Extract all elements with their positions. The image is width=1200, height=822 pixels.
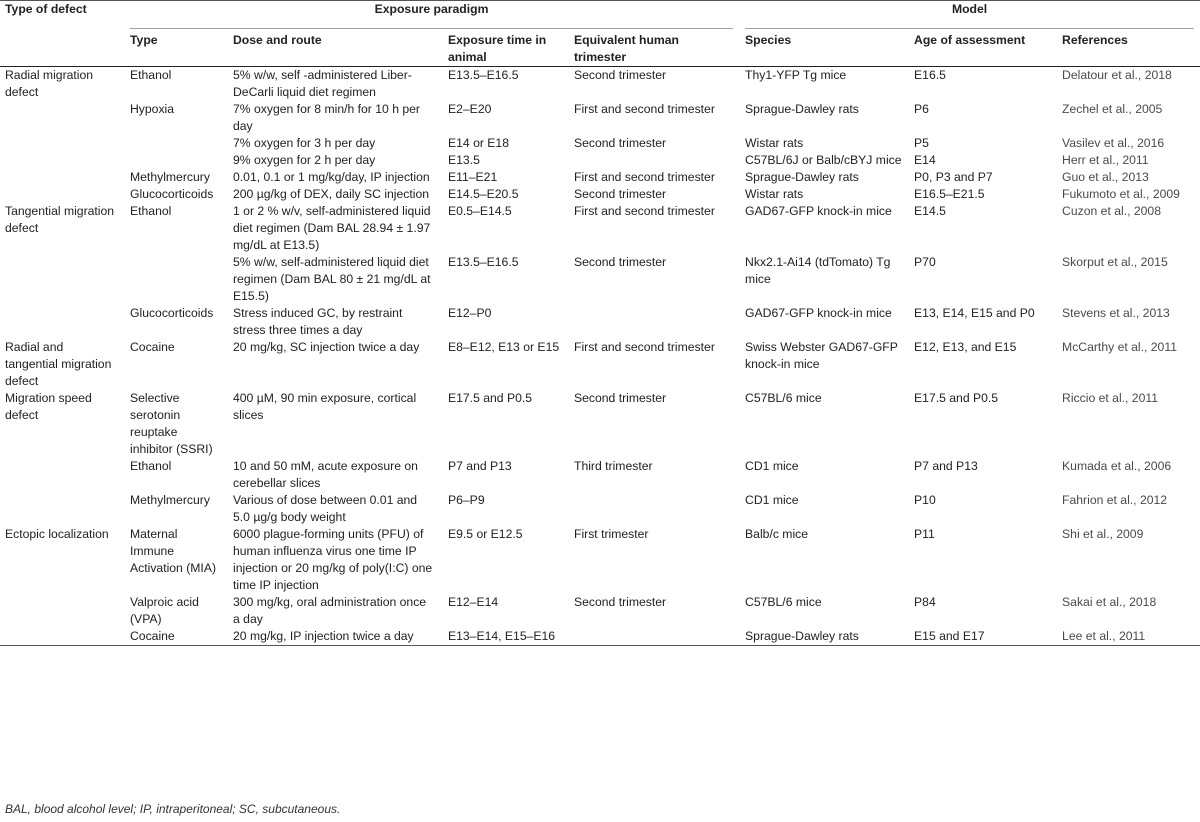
cell-reference: Guo et al., 2013 <box>1062 170 1149 184</box>
cell-exposure-time: E2–E20 <box>448 102 492 116</box>
cell-exposure-time: E9.5 or E12.5 <box>448 527 523 541</box>
cell-reference: Fahrion et al., 2012 <box>1062 493 1168 507</box>
cell-type: Ethanol <box>130 204 172 218</box>
cell-trimester: First and second trimester <box>574 170 715 184</box>
cell-age: E17.5 and P0.5 <box>914 391 999 405</box>
cell-species: CD1 mice <box>745 493 799 507</box>
cell-reference: Zechel et al., 2005 <box>1062 102 1163 116</box>
cell-exposure-time: P7 and P13 <box>448 459 512 473</box>
cell-dose-route: 7% oxygen for 3 h per day <box>233 136 376 150</box>
cell-age: E15 and E17 <box>914 629 985 643</box>
header-model: Model <box>745 1 1194 29</box>
cell-age: P84 <box>914 595 936 609</box>
cell-dose-route: 20 mg/kg, IP injection twice a day <box>233 629 414 643</box>
header-type-of-defect: Type of defect <box>5 2 87 16</box>
cell-type <box>124 152 227 169</box>
column-header: Exposure time in animal <box>448 33 547 64</box>
table-row <box>0 339 1200 390</box>
cell-dose-route: 5% w/w, self-administered liquid diet regimen (Dam BAL 80 ± 21 mg/dL at E15.5) <box>233 255 431 303</box>
cell-dose-route: 0.01, 0.1 or 1 mg/kg/day, IP injection <box>233 170 430 184</box>
cell-defect <box>0 458 124 492</box>
cell-reference: Sakai et al., 2018 <box>1062 595 1157 609</box>
cell-species: Wistar rats <box>745 187 804 201</box>
cell-reference: Vasilev et al., 2016 <box>1062 136 1165 150</box>
cell-trimester: First and second trimester <box>574 204 715 218</box>
table-row <box>0 67 1200 102</box>
cell-age: E16.5–E21.5 <box>914 187 985 201</box>
cell-dose-route: 6000 plague-forming units (PFU) of human influenza virus one time IP injection or 20 mg/kg of poly(I:C) one time IP injection <box>233 527 433 592</box>
cell-defect <box>0 186 124 203</box>
cell-defect: Tangential migration defect <box>5 204 115 235</box>
cell-age: P10 <box>914 493 936 507</box>
cell-exposure-time: E12–E14 <box>448 595 499 609</box>
cell-trimester: Second trimester <box>574 136 667 150</box>
cell-species: GAD67-GFP knock-in mice <box>745 306 892 320</box>
cell-dose-route: 20 mg/kg, SC injection twice a day <box>233 340 420 354</box>
cell-trimester: Third trimester <box>574 459 653 473</box>
cell-reference: Delatour et al., 2018 <box>1062 68 1172 82</box>
column-header: References <box>1062 33 1128 47</box>
cell-trimester <box>568 152 739 169</box>
cell-dose-route: 400 µM, 90 min exposure, cortical slices <box>233 391 417 422</box>
table-row <box>0 169 1200 186</box>
cell-exposure-time: E17.5 and P0.5 <box>448 391 533 405</box>
cell-age: P6 <box>914 102 929 116</box>
table-row <box>0 628 1200 646</box>
cell-species: Swiss Webster GAD67-GFP knock-in mice <box>745 340 898 371</box>
column-header: Dose and route <box>233 33 322 47</box>
cell-age: E12, E13, and E15 <box>914 340 1017 354</box>
cell-type: Ethanol <box>130 68 172 82</box>
cell-type: Methylmercury <box>130 493 210 507</box>
cell-type: Selective serotonin reuptake inhibitor (SSRI) <box>130 391 213 456</box>
cell-species: Nkx2.1-Ai14 (tdTomato) Tg mice <box>745 255 891 286</box>
cell-defect: Radial and tangential migration defect <box>5 340 112 388</box>
cell-trimester: Second trimester <box>574 255 667 269</box>
cell-defect <box>0 492 124 526</box>
table-row <box>0 594 1200 628</box>
cell-age: E14 <box>914 153 936 167</box>
cell-defect <box>0 135 124 152</box>
cell-defect <box>0 254 124 305</box>
table-row <box>0 390 1200 458</box>
column-header: Type <box>130 33 158 47</box>
table-body <box>0 67 1200 646</box>
cell-type: Cocaine <box>130 340 175 354</box>
cell-type: Glucocorticoids <box>130 306 214 320</box>
cell-trimester: First and second trimester <box>574 340 715 354</box>
cell-species: Thy1-YFP Tg mice <box>745 68 847 82</box>
cell-type <box>124 254 227 305</box>
table-row <box>0 305 1200 339</box>
cell-species: Balb/c mice <box>745 527 809 541</box>
cell-type: Glucocorticoids <box>130 187 214 201</box>
cell-reference: Kumada et al., 2006 <box>1062 459 1172 473</box>
cell-species: Sprague-Dawley rats <box>745 629 859 643</box>
cell-species: C57BL/6 mice <box>745 595 822 609</box>
cell-defect: Migration speed defect <box>5 391 92 422</box>
cell-defect <box>0 169 124 186</box>
cell-reference: Stevens et al., 2013 <box>1062 306 1170 320</box>
cell-reference: McCarthy et al., 2011 <box>1062 340 1177 354</box>
cell-age: P5 <box>914 136 929 150</box>
cell-type: Methylmercury <box>130 170 210 184</box>
cell-reference: Fukumoto et al., 2009 <box>1062 187 1180 201</box>
table-row <box>0 526 1200 594</box>
table-row <box>0 254 1200 305</box>
cell-reference: Skorput et al., 2015 <box>1062 255 1168 269</box>
cell-age: P11 <box>914 527 935 541</box>
cell-dose-route: 300 mg/kg, oral administration once a day <box>233 595 427 626</box>
table-footnote: BAL, blood alcohol level; IP, intraperitoneal; SC, subcutaneous. <box>5 802 341 816</box>
cell-defect <box>0 594 124 628</box>
cell-species: Sprague-Dawley rats <box>745 170 859 184</box>
cell-exposure-time: E8–E12, E13 or E15 <box>448 340 560 354</box>
table-header-group-row <box>0 1 1200 33</box>
table-row <box>0 203 1200 254</box>
cell-exposure-time: E13–E14, E15–E16 <box>448 629 556 643</box>
cell-dose-route: 200 µg/kg of DEX, daily SC injection <box>233 187 430 201</box>
cell-exposure-time: E0.5–E14.5 <box>448 204 512 218</box>
cell-dose-route: 1 or 2 % w/v, self-administered liquid diet regimen (Dam BAL 28.94 ± 1.97 mg/dL at E13.5) <box>233 204 431 252</box>
cell-species: C57BL/6J or Balb/cBYJ mice <box>745 153 902 167</box>
column-header: Age of assessment <box>914 33 1026 47</box>
cell-defect <box>0 101 124 135</box>
cell-species: Sprague-Dawley rats <box>745 102 859 116</box>
cell-type: Hypoxia <box>130 102 175 116</box>
cell-defect: Ectopic localization <box>5 527 109 541</box>
cell-defect <box>0 152 124 169</box>
cell-dose-route: 5% w/w, self -administered Liber-DeCarli liquid diet regimen <box>233 68 412 99</box>
cell-type: Maternal Immune Activation (MIA) <box>130 527 217 575</box>
cell-trimester: First trimester <box>574 527 649 541</box>
cell-trimester <box>568 628 739 646</box>
column-header: Equivalent human trimester <box>574 33 679 64</box>
cell-type: Ethanol <box>130 459 172 473</box>
cell-trimester: First and second trimester <box>574 102 715 116</box>
table-row <box>0 152 1200 169</box>
table-row <box>0 492 1200 526</box>
cell-reference: Cuzon et al., 2008 <box>1062 204 1161 218</box>
cell-defect: Radial migration defect <box>5 68 94 99</box>
cell-type: Cocaine <box>130 629 175 643</box>
table-row <box>0 458 1200 492</box>
cell-exposure-time: E14 or E18 <box>448 136 509 150</box>
cell-dose-route: Stress induced GC, by restraint stress three times a day <box>233 306 403 337</box>
cell-age: P0, P3 and P7 <box>914 170 993 184</box>
cell-species: Wistar rats <box>745 136 804 150</box>
cell-exposure-time: E13.5 <box>448 153 480 167</box>
cell-exposure-time: E14.5–E20.5 <box>448 187 519 201</box>
cell-dose-route: 10 and 50 mM, acute exposure on cerebellar slices <box>233 459 418 490</box>
column-header: Species <box>745 33 792 47</box>
cell-trimester: Second trimester <box>574 391 667 405</box>
cell-species: CD1 mice <box>745 459 799 473</box>
cell-defect <box>0 628 124 646</box>
cell-exposure-time: E13.5–E16.5 <box>448 68 519 82</box>
cell-trimester: Second trimester <box>574 68 667 82</box>
cell-trimester <box>568 492 739 526</box>
cell-species: GAD67-GFP knock-in mice <box>745 204 892 218</box>
table-row <box>0 135 1200 152</box>
table-row <box>0 186 1200 203</box>
cell-type: Valproic acid (VPA) <box>130 595 199 626</box>
cell-reference: Herr et al., 2011 <box>1062 153 1149 167</box>
cell-species: C57BL/6 mice <box>745 391 822 405</box>
cell-dose-route: Various of dose between 0.01 and 5.0 µg/g body weight <box>233 493 418 524</box>
cell-trimester <box>568 305 739 339</box>
cell-reference: Lee et al., 2011 <box>1062 629 1146 643</box>
cell-dose-route: 9% oxygen for 2 h per day <box>233 153 376 167</box>
cell-reference: Riccio et al., 2011 <box>1062 391 1159 405</box>
table-row <box>0 101 1200 135</box>
cell-exposure-time: E11–E21 <box>448 170 498 184</box>
cell-age: P70 <box>914 255 936 269</box>
cell-exposure-time: E12–P0 <box>448 306 492 320</box>
table-header-row <box>0 32 1200 67</box>
cell-trimester: Second trimester <box>574 187 667 201</box>
cell-reference: Shi et al., 2009 <box>1062 527 1144 541</box>
cell-defect <box>0 305 124 339</box>
cell-exposure-time: E13.5–E16.5 <box>448 255 519 269</box>
cell-type <box>124 135 227 152</box>
header-exposure-paradigm: Exposure paradigm <box>130 1 733 29</box>
cell-age: E13, E14, E15 and P0 <box>914 306 1035 320</box>
cell-age: P7 and P13 <box>914 459 978 473</box>
cell-dose-route: 7% oxygen for 8 min/h for 10 h per day <box>233 102 420 133</box>
cell-exposure-time: P6–P9 <box>448 493 485 507</box>
cell-age: E16.5 <box>914 68 946 82</box>
cell-trimester: Second trimester <box>574 595 667 609</box>
cell-age: E14.5 <box>914 204 946 218</box>
